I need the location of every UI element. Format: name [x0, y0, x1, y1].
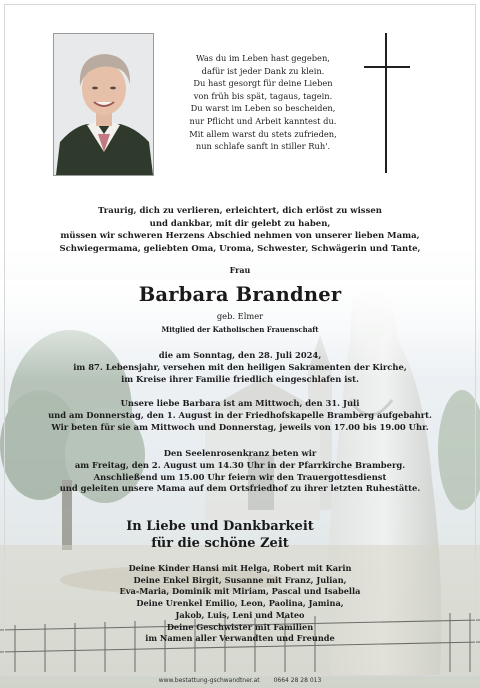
deceased-name: Barbara Brandner	[138, 283, 342, 306]
death-notice-line: im 87. Lebensjahr, versehen mit den heiligen Sakramenten der Kirche,	[73, 361, 407, 372]
family-line: Deine Urenkel Emilio, Leon, Paolina, Jamina,	[136, 598, 344, 609]
family-line: Eva-Maria, Dominik mit Miriam, Pascal und Isabella	[119, 586, 361, 597]
portrait-photo	[53, 33, 154, 176]
closing-line: für die schöne Zeit	[151, 535, 289, 551]
service-line: Anschließend um 15.00 Uhr feiern wir den Trauergottesdienst	[93, 471, 387, 482]
poem-line: dafür ist jeder Dank zu klein.	[201, 65, 325, 76]
poem-line: Mit allem warst du stets zufrieden,	[189, 128, 337, 139]
footer-website: www.bestattung-gschwandtner.at	[158, 677, 260, 684]
membership: Mitglied der Katholischen Frauenschaft	[161, 325, 319, 334]
service-line: Den Seelenrosenkranz beten wir	[163, 448, 317, 458]
family-line: Deine Geschwister mit Familien	[166, 621, 314, 632]
viewing-info	[20, 398, 460, 433]
service-info	[20, 448, 460, 495]
salutation: Frau	[229, 265, 251, 275]
intro-text	[30, 205, 450, 255]
death-notice-line: die am Sonntag, den 28. Juli 2024,	[158, 350, 322, 360]
poem	[168, 52, 358, 153]
family-line: Jakob, Luis, Leni und Mateo	[175, 609, 305, 620]
birth-name: geb. Elmer	[216, 311, 264, 321]
poem-line: Du warst im Leben so bescheiden,	[190, 103, 336, 114]
family-line: Deine Enkel Birgit, Susanne mit Franz, Julian,	[133, 574, 347, 585]
intro-line: und dankbar, mit dir gelebt zu haben,	[149, 218, 331, 229]
family-line: Deine Kinder Hansi mit Helga, Robert mit Karin	[128, 563, 352, 573]
viewing-line: Wir beten für sie am Mittwoch und Donnerstag, jeweils von 17.00 bis 19.00 Uhr.	[51, 421, 429, 432]
intro-line: Schwiegermama, geliebten Oma, Uroma, Schwester, Schwägerin und Tante,	[59, 243, 421, 254]
poem-line: nun schlafe sanft in stiller Ruh'.	[195, 141, 331, 152]
closing-words	[90, 519, 350, 552]
death-notice	[20, 350, 460, 385]
poem-line: Du hast gesorgt für deine Lieben	[193, 78, 333, 89]
cross-icon-bar	[364, 66, 410, 68]
footer-phone: 0664 28 28 013	[273, 677, 322, 684]
poem-line: nur Pflicht und Arbeit kanntest du.	[189, 115, 337, 126]
family-list	[60, 563, 420, 645]
intro-line: müssen wir schweren Herzens Abschied nehmen von unserer lieben Mama,	[60, 231, 420, 241]
intro-line: Traurig, dich zu verlieren, erleichtert, dich erlöst zu wissen	[98, 206, 382, 216]
service-line: am Freitag, den 2. August um 14.30 Uhr in der Pfarrkirche Bramberg.	[74, 459, 406, 470]
viewing-line: Unsere liebe Barbara ist am Mittwoch, den 31. Juli	[120, 398, 360, 408]
portrait-image	[54, 34, 153, 175]
poem-line: Was du im Leben hast gegeben,	[196, 53, 330, 63]
family-line: im Namen aller Verwandten und Freunde	[145, 633, 335, 644]
cross-icon	[385, 33, 387, 173]
footer	[0, 677, 480, 684]
death-notice-line: im Kreise ihrer Familie friedlich eingeschlafen ist.	[121, 373, 359, 384]
viewing-line: und am Donnerstag, den 1. August in der Friedhofskapelle Bramberg aufgebahrt.	[48, 409, 432, 420]
service-line: und geleiten unsere Mama auf dem Ortsfriedhof zu ihrer letzten Ruhestätte.	[59, 483, 421, 494]
closing-line: In Liebe und Dankbarkeit	[126, 519, 314, 534]
poem-line: von früh bis spät, tagaus, tagein.	[193, 90, 333, 101]
